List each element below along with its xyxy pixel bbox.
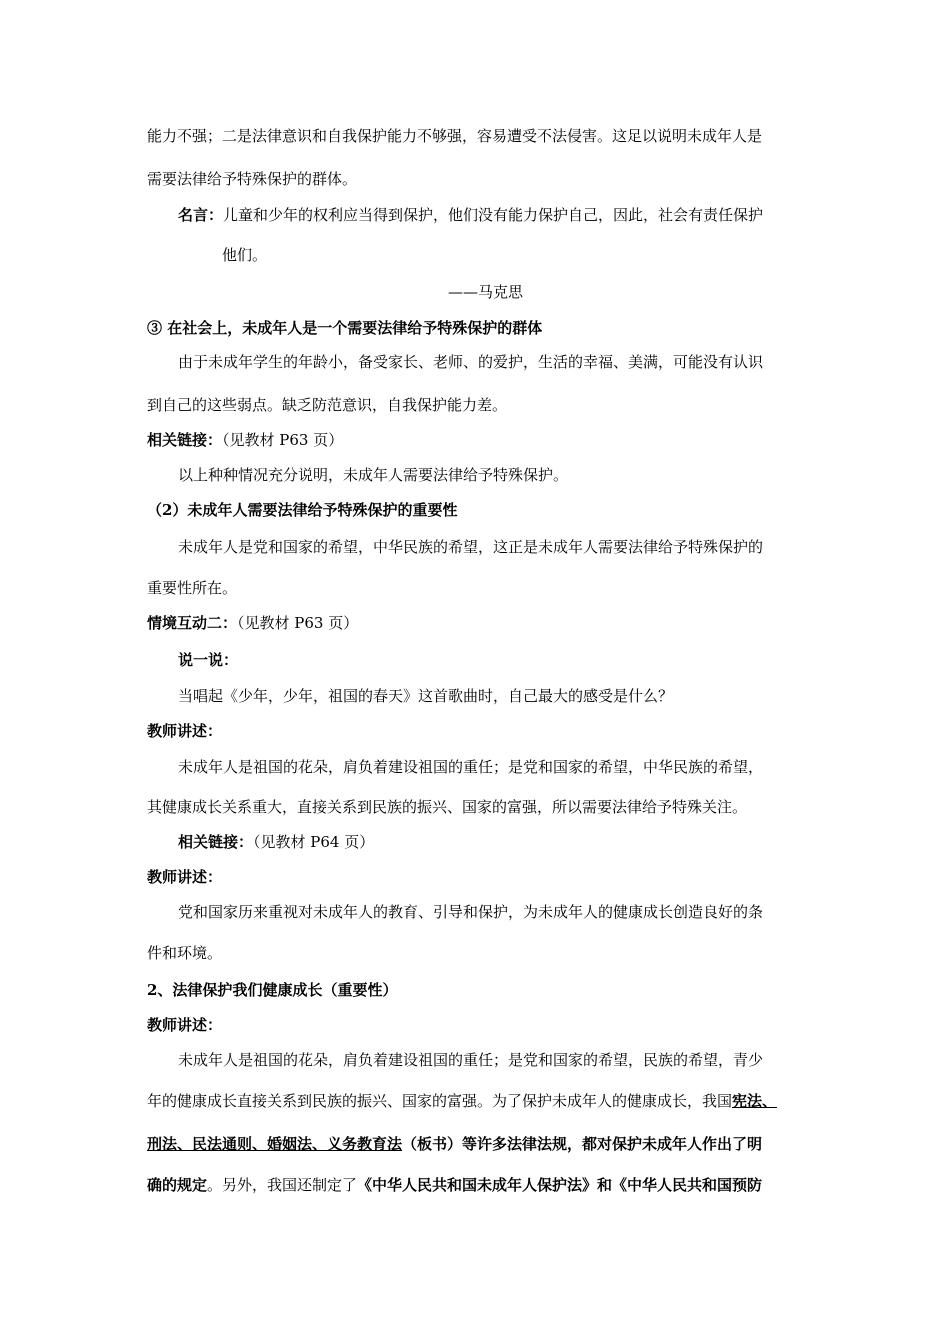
paragraph-line: 需要法律给予特殊保护的群体。 bbox=[147, 170, 358, 188]
paragraph-line: 以上种种情况充分说明，未成年人需要法律给予特殊保护。 bbox=[178, 466, 569, 484]
paragraph-line: 能力不强；二是法律意识和自我保护能力不够强，容易遭受不法侵害。这足以说明未成年人是 bbox=[147, 127, 763, 145]
scene-label: 情境互动二： bbox=[147, 614, 238, 632]
text-run: 等许多法律法规，都对保护未成年人作出了明 bbox=[462, 1135, 763, 1153]
paragraph-line: 未成年人是祖国的花朵，肩负着建设祖国的重任；是党和国家的希望，中华民族的希望， bbox=[178, 758, 764, 776]
teacher-label: 教师讲述： bbox=[147, 868, 223, 886]
paragraph-line: 件和环境。 bbox=[147, 944, 223, 962]
board-note: （板书） bbox=[402, 1135, 463, 1153]
law-list-text: 宪法、 bbox=[732, 1092, 778, 1110]
paragraph-line bbox=[147, 1175, 762, 1195]
quote-line-2: 他们。 bbox=[222, 246, 268, 264]
related-link-label: 相关链接： bbox=[178, 833, 254, 851]
quote-line bbox=[178, 205, 763, 225]
quote-author: ——马克思 bbox=[448, 283, 524, 301]
quote-text: 儿童和少年的权利应当得到保护，他们没有能力保护自己，因此，社会有责任保护 bbox=[223, 206, 764, 224]
text-run: 。另外，我国还制定了 bbox=[207, 1176, 358, 1194]
related-link-label: 相关链接： bbox=[147, 431, 223, 449]
say-label: 说一说： bbox=[178, 651, 239, 669]
paragraph-line: 未成年人是祖国的花朵，肩负着建设祖国的重任；是党和国家的希望，民族的希望，青少 bbox=[178, 1051, 764, 1069]
related-link-line bbox=[178, 832, 374, 852]
paragraph-line: 其健康成长关系重大，直接关系到民族的振兴、国家的富强，所以需要法律给予特殊关注。 bbox=[147, 798, 748, 816]
paragraph-line: 由于未成年学生的年龄小，备受家长、老师、的爱护，生活的幸福、美满，可能没有认识 bbox=[178, 353, 764, 371]
paragraph-line: 重要性所在。 bbox=[147, 579, 238, 597]
paragraph-line bbox=[147, 1091, 777, 1111]
text-run: 确的规定 bbox=[147, 1176, 208, 1194]
teacher-label: 教师讲述： bbox=[147, 1016, 223, 1034]
related-link-ref: （见教材 P63 页） bbox=[222, 431, 344, 449]
section-heading: ③ 在社会上，未成年人是一个需要法律给予特殊保护的群体 bbox=[147, 319, 543, 337]
paragraph-line: 到自己的这些弱点。缺乏防范意识，自我保护能力差。 bbox=[147, 396, 508, 414]
law-list-text: 刑法、民法通则、婚姻法、义务教育法 bbox=[147, 1135, 403, 1153]
section-heading: （2）未成年人需要法律给予特殊保护的重要性 bbox=[147, 501, 458, 519]
scene-line bbox=[147, 613, 358, 633]
related-link-ref: （见教材 P64 页） bbox=[253, 833, 375, 851]
paragraph-line: 党和国家历来重视对未成年人的教育、引导和保护，为未成年人的健康成长创造良好的条 bbox=[178, 903, 764, 921]
scene-ref: （见教材 P63 页） bbox=[237, 614, 359, 632]
law-title-text: 《中华人民共和国未成年人保护法》和《中华人民共和国预防 bbox=[357, 1176, 763, 1194]
teacher-label: 教师讲述： bbox=[147, 722, 223, 740]
related-link-line bbox=[147, 430, 343, 450]
quote-label: 名言： bbox=[178, 206, 224, 224]
say-question: 当唱起《少年，少年，祖国的春天》这首歌曲时，自己最大的感受是什么？ bbox=[178, 687, 674, 705]
text-run: 年的健康成长直接关系到民族的振兴、国家的富强。为了保护未成年人的健康成长，我国 bbox=[147, 1092, 733, 1110]
paragraph-line: 未成年人是党和国家的希望，中华民族的希望，这正是未成年人需要法律给予特殊保护的 bbox=[178, 538, 764, 556]
section-heading: 2、法律保护我们健康成长（重要性） bbox=[147, 981, 398, 999]
paragraph-line bbox=[147, 1134, 762, 1154]
